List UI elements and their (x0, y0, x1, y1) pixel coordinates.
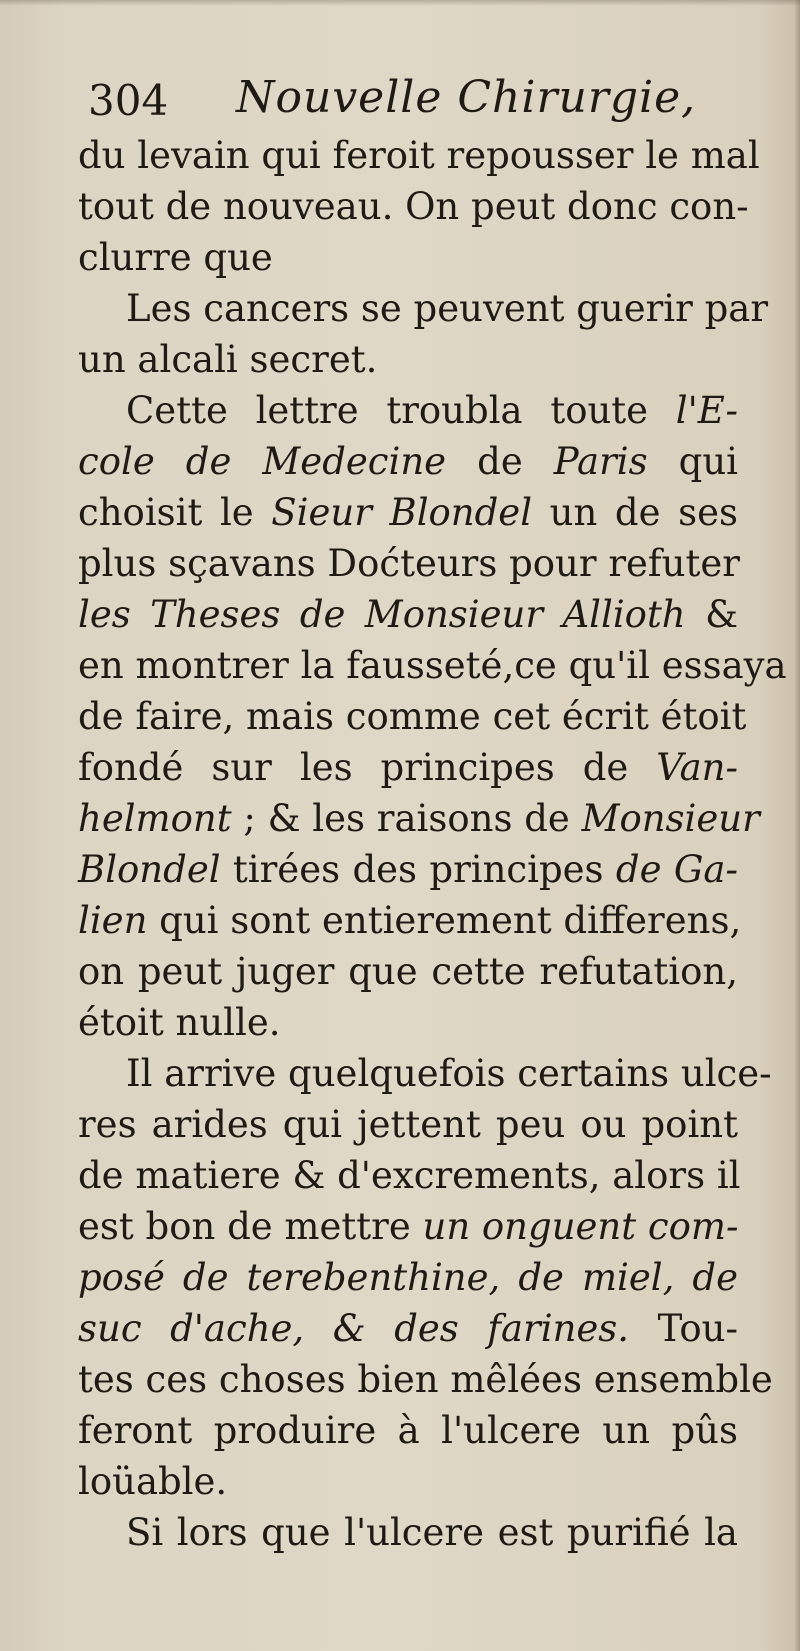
page-number: 304 (88, 76, 169, 125)
text-line: cole de Medecine de Paris qui (78, 440, 738, 483)
text-line: tout de nouveau. On peut donc con- (78, 185, 749, 228)
text-line: on peut juger que cette refutation, (78, 950, 738, 993)
text-line: de faire, mais comme cet écrit étoit (78, 695, 747, 738)
text-line: tes ces choses bien mêlées ensemble (78, 1358, 773, 1401)
running-title: Nouvelle Chirurgie, (236, 72, 697, 123)
text-line: les Theses de Monsieur Allioth & (78, 593, 739, 636)
text-line: lien qui sont entierement differens, (78, 899, 742, 942)
page-top-shadow (0, 0, 800, 6)
text-line: choisit le Sieur Blondel un de ses (78, 491, 738, 534)
text-line: fondé sur les principes de Van- (78, 746, 738, 789)
text-line: Les cancers se peuvent guerir par (126, 287, 769, 330)
page-edge-shadow (794, 0, 800, 1651)
text-line: en montrer la fausseté,ce qu'il essaya (78, 644, 787, 687)
page-header (88, 72, 728, 136)
text-line: helmont ; & les raisons de Monsieur (78, 797, 760, 840)
text-line: Cette lettre troubla toute l'E- (126, 389, 738, 432)
text-line: feront produire à l'ulcere un pûs (78, 1409, 738, 1452)
text-line: étoit nulle. (78, 1001, 281, 1044)
text-line: de matiere & d'excrements, alors il (78, 1154, 741, 1197)
text-line: res arides qui jettent peu ou point (78, 1103, 738, 1146)
text-line: suc d'ache, & des farines. Tou- (78, 1307, 738, 1350)
text-line: loüable. (78, 1460, 228, 1503)
text-line: Blondel tirées des principes de Ga- (78, 848, 738, 891)
text-line: un alcali secret. (78, 338, 378, 381)
text-line: Il arrive quelquefois certains ulce- (126, 1052, 772, 1095)
text-line: Si lors que l'ulcere est purifié la (126, 1511, 738, 1554)
text-line: est bon de mettre un onguent com- (78, 1205, 739, 1248)
text-line: plus sçavans Doćteurs pour refuter (78, 542, 740, 585)
text-line: posé de terebenthine, de miel, de (78, 1256, 738, 1299)
text-line: clurre que (78, 236, 273, 279)
body-text (78, 130, 787, 1558)
text-line: du levain qui feroit repousser le mal (78, 134, 760, 177)
